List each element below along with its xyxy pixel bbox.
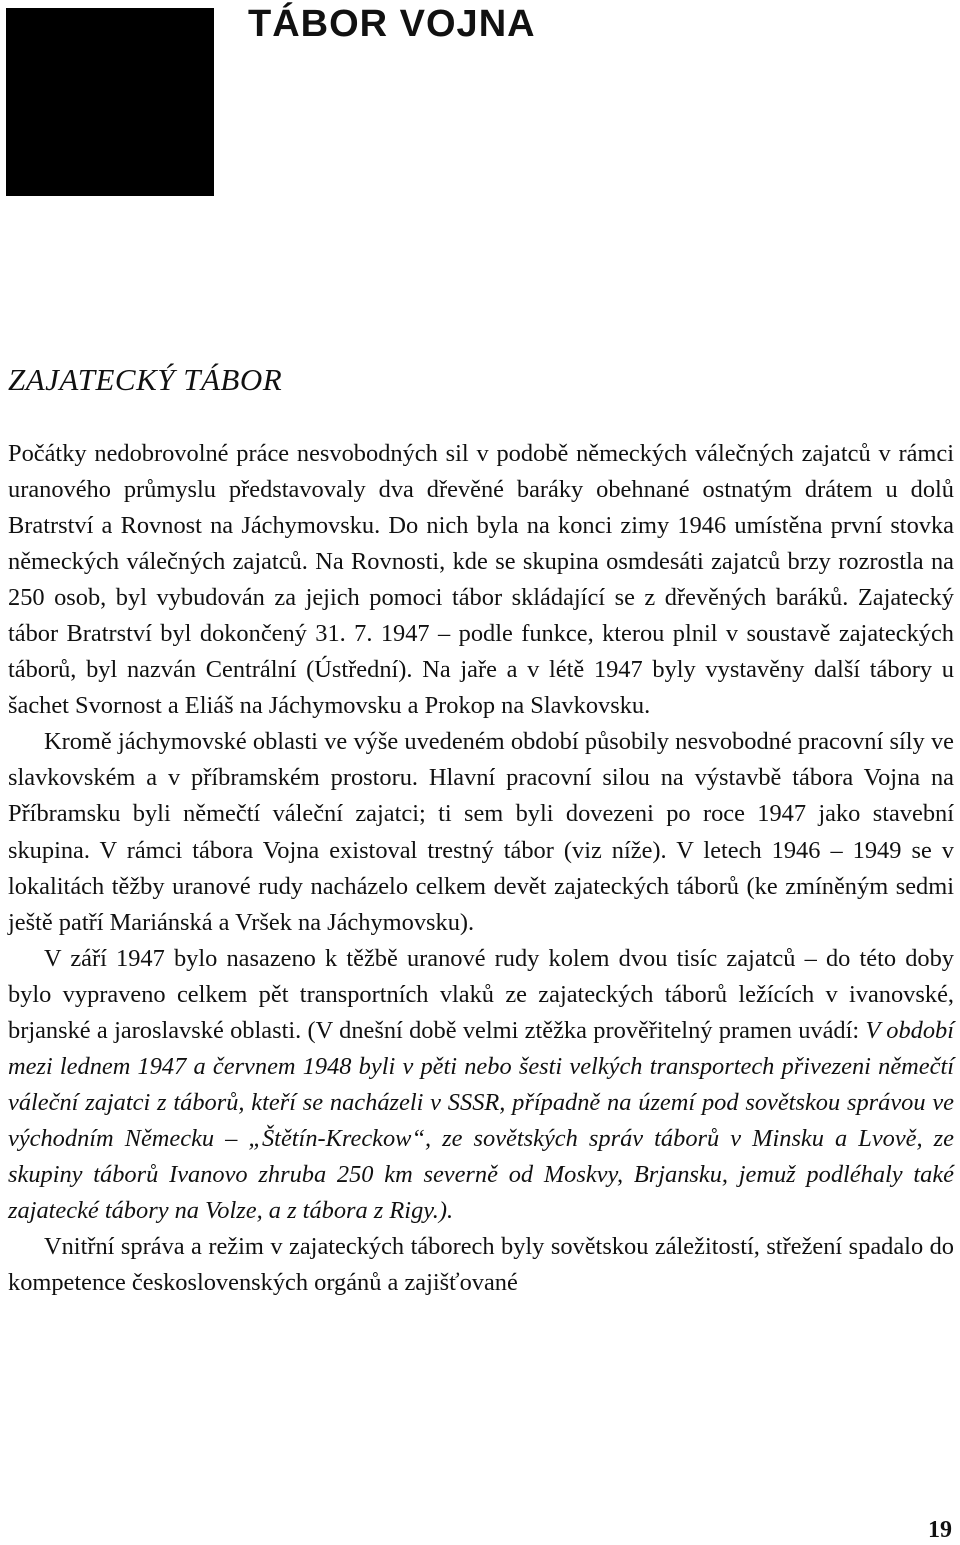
body-text	[8, 436, 954, 1301]
chapter-image-block	[6, 8, 214, 196]
paragraph-1: Počátky nedobrovolné práce nesvobodných sil v podobě německých válečných zajatců v rámci uranového průmyslu představovaly dva dřevěné baráky obehnané ostnatým drátem u dolů Bratrství a Rovnost na Jáchymovsku. Do nich byla na konci zimy 1946 umístěna první stovka německých válečných zajatců. Na Rovnosti, kde se skupina osmdesáti zajatců brzy rozrostla na 250 osob, byl vybudován za jejich pomoci tábor skládající se z dřevěných baráků. Zajatecký tábor Bratrství byl dokončený 31. 7. 1947 – podle funkce, kterou plnil v soustavě zajateckých táborů, byl nazván Centrální (Ústřední). Na jaře a v létě 1947 byly vystavěny další tábory u šachet Svornost a Eliáš na Jáchymovsku a Prokop na Slavkovsku.	[8, 440, 954, 720]
paragraph-4: Vnitřní správa a režim v zajateckých táborech byly sovětskou záležitostí, střežení spadalo do kompetence československých orgánů a zajišťované	[8, 1233, 954, 1297]
page-number: 19	[928, 1517, 952, 1543]
section-heading: ZAJATECKÝ TÁBOR	[8, 362, 283, 397]
paragraph-3-text: V září 1947 bylo nasazeno k těžbě uranové rudy kolem dvou tisíc zajatců – do této doby bylo vypraveno celkem pět transportních vlaků ze zajateckých táborů ležících v ivanovské, brjanské a jaroslavské oblasti. (V dnešní době velmi ztěžka prověřitelný pramen uvádí:	[8, 944, 954, 1044]
paragraph-2: Kromě jáchymovské oblasti ve výše uvedeném období působily nesvobodné pracovní síly ve slavkovském a v příbramském prostoru. Hlavní pracovní silou na výstavbě tábora Vojna na Příbramsku byli němečtí váleční zajatci; ti sem byli dovezeni po roce 1947 jako stavební skupina. V rámci tábora Vojna existoval trestný tábor (viz níže). V letech 1946 – 1949 se v lokalitách těžby uranové rudy nacházelo celkem devět zajateckých táborů (ke zmíněným sedmi ještě patří Mariánská a Vršek na Jáchymovsku).	[8, 728, 954, 936]
chapter-title: TÁBOR VOJNA	[248, 3, 536, 45]
paragraph-3-italic-quote: V období mezi lednem 1947 a červnem 1948 byli v pěti nebo šesti velkých transportech přivezeni němečtí váleční zajatci z táborů, kteří se nacházeli v SSSR, případně na území pod sovětskou správou ve východním Německu – „Štětín-Kreckow“, ze sovětských správ táborů v Minsku a Lvově, ze skupiny táborů Ivanovo zhruba 250 km severně od Moskvy, Brjansku, jemuž podléhaly také zajatecké tábory na Volze, a z tábora z Rigy.).	[8, 1016, 954, 1224]
paragraph-3	[8, 941, 954, 1229]
